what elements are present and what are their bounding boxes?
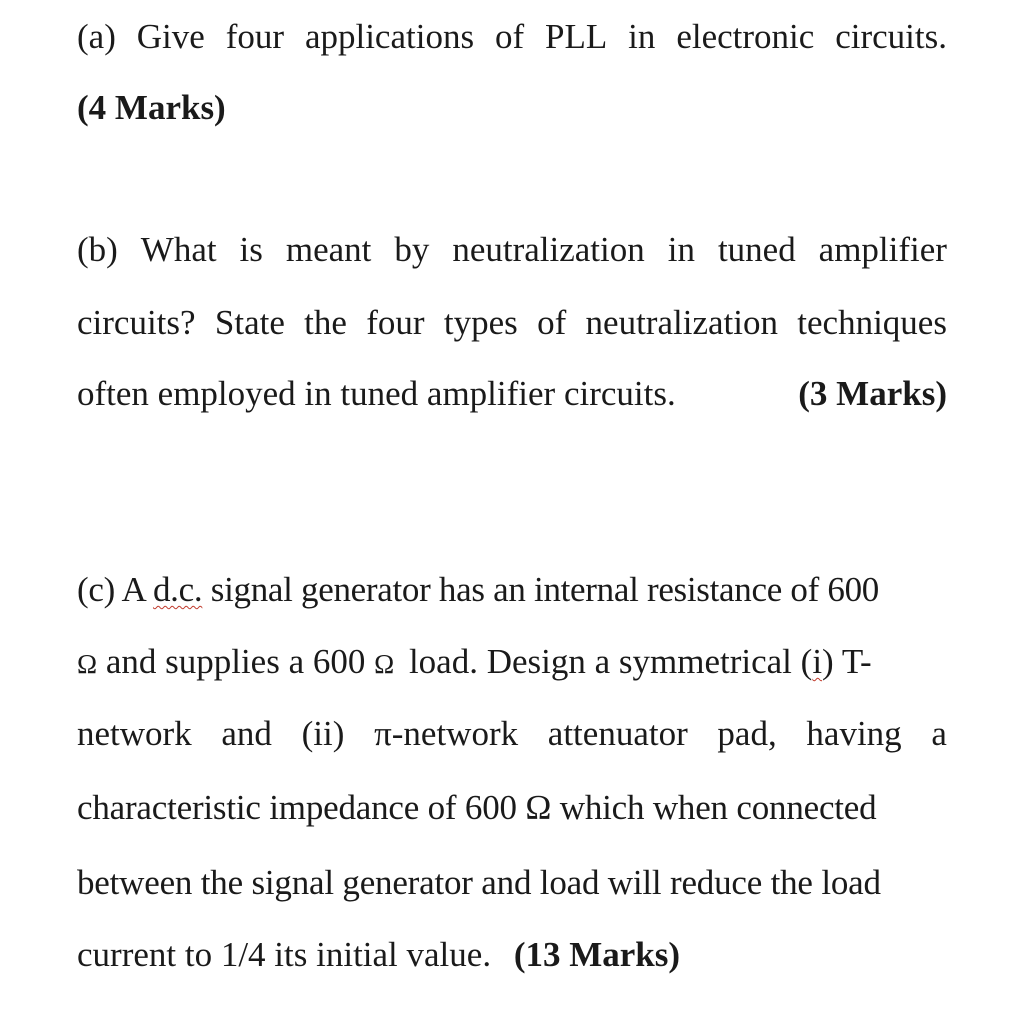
question-b-word: in xyxy=(667,230,695,269)
question-c-word: attenuator xyxy=(547,714,688,753)
question-a-marks: (4 Marks) xyxy=(77,88,226,127)
question-a-label: (a) xyxy=(77,17,116,56)
question-b-word: four xyxy=(366,303,425,342)
question-b-label: (b) xyxy=(77,230,118,269)
question-c-word: network xyxy=(77,714,192,753)
dc-spellcheck-word: d.c. xyxy=(152,570,203,609)
question-a-word: four xyxy=(225,17,285,56)
question-c-line-3 xyxy=(77,714,947,754)
question-c-marks: (13 Marks) xyxy=(513,935,681,974)
question-b-line-3-text: often employed in tuned amplifier circuits. xyxy=(77,374,676,413)
question-b-word: neutralization xyxy=(585,303,778,342)
question-a-word: PLL xyxy=(545,17,608,56)
question-a-word: in xyxy=(628,17,656,56)
question-c-label: (c) xyxy=(77,570,115,609)
question-c-line-2 xyxy=(77,642,947,684)
question-b-word: of xyxy=(537,303,567,342)
question-b-line-3 xyxy=(77,374,947,414)
roman-numeral-i: i xyxy=(812,642,823,681)
question-c-line-1 xyxy=(77,570,947,610)
question-b-word: meant xyxy=(285,230,372,269)
question-c-text: ) T- xyxy=(822,642,872,681)
question-b-word: the xyxy=(304,303,347,342)
question-b-word: neutralization xyxy=(452,230,645,269)
question-c-word: and xyxy=(221,714,272,753)
question-c-word: having xyxy=(806,714,902,753)
question-b-word: by xyxy=(394,230,430,269)
question-b-marks: (3 Marks) xyxy=(798,374,947,413)
question-b-word: tuned xyxy=(717,230,796,269)
question-c-line-6 xyxy=(77,935,947,975)
question-b-line-1 xyxy=(77,230,947,270)
ohm-symbol: Ω xyxy=(77,649,98,679)
question-b-line-2 xyxy=(77,303,947,343)
question-a-word: electronic xyxy=(676,17,815,56)
question-c-word: pad, xyxy=(717,714,777,753)
question-b-word: is xyxy=(239,230,263,269)
question-c-word: a xyxy=(931,714,947,753)
question-c-text: signal generator has an internal resistance of 600 xyxy=(210,570,879,609)
question-b-word: techniques xyxy=(797,303,947,342)
question-c-line-6-text: current to 1/4 its initial value. xyxy=(77,935,492,974)
question-c-line-4: characteristic impedance of 600 Ω which when connected xyxy=(77,788,877,827)
question-c-word: (ii) xyxy=(301,714,345,753)
question-b-word: State xyxy=(214,303,285,342)
question-c-word: π-network xyxy=(374,714,519,753)
question-a-word: applications xyxy=(304,17,475,56)
question-b-word: circuits? xyxy=(77,303,196,342)
question-c-line-5: between the signal generator and load will reduce the load xyxy=(77,863,881,902)
question-a-line-1 xyxy=(77,17,947,57)
question-b-word: What xyxy=(140,230,217,269)
question-a-word: circuits. xyxy=(835,17,947,56)
question-b-word: amplifier xyxy=(818,230,947,269)
question-a-word: Give xyxy=(136,17,205,56)
question-a-word: of xyxy=(494,17,525,56)
question-c-text: A xyxy=(121,570,145,609)
question-c-text: load. Design a symmetrical ( xyxy=(408,642,813,681)
question-b-word: types xyxy=(443,303,518,342)
question-c-text: and supplies a 600 xyxy=(105,642,366,681)
ohm-symbol: Ω xyxy=(374,649,395,679)
